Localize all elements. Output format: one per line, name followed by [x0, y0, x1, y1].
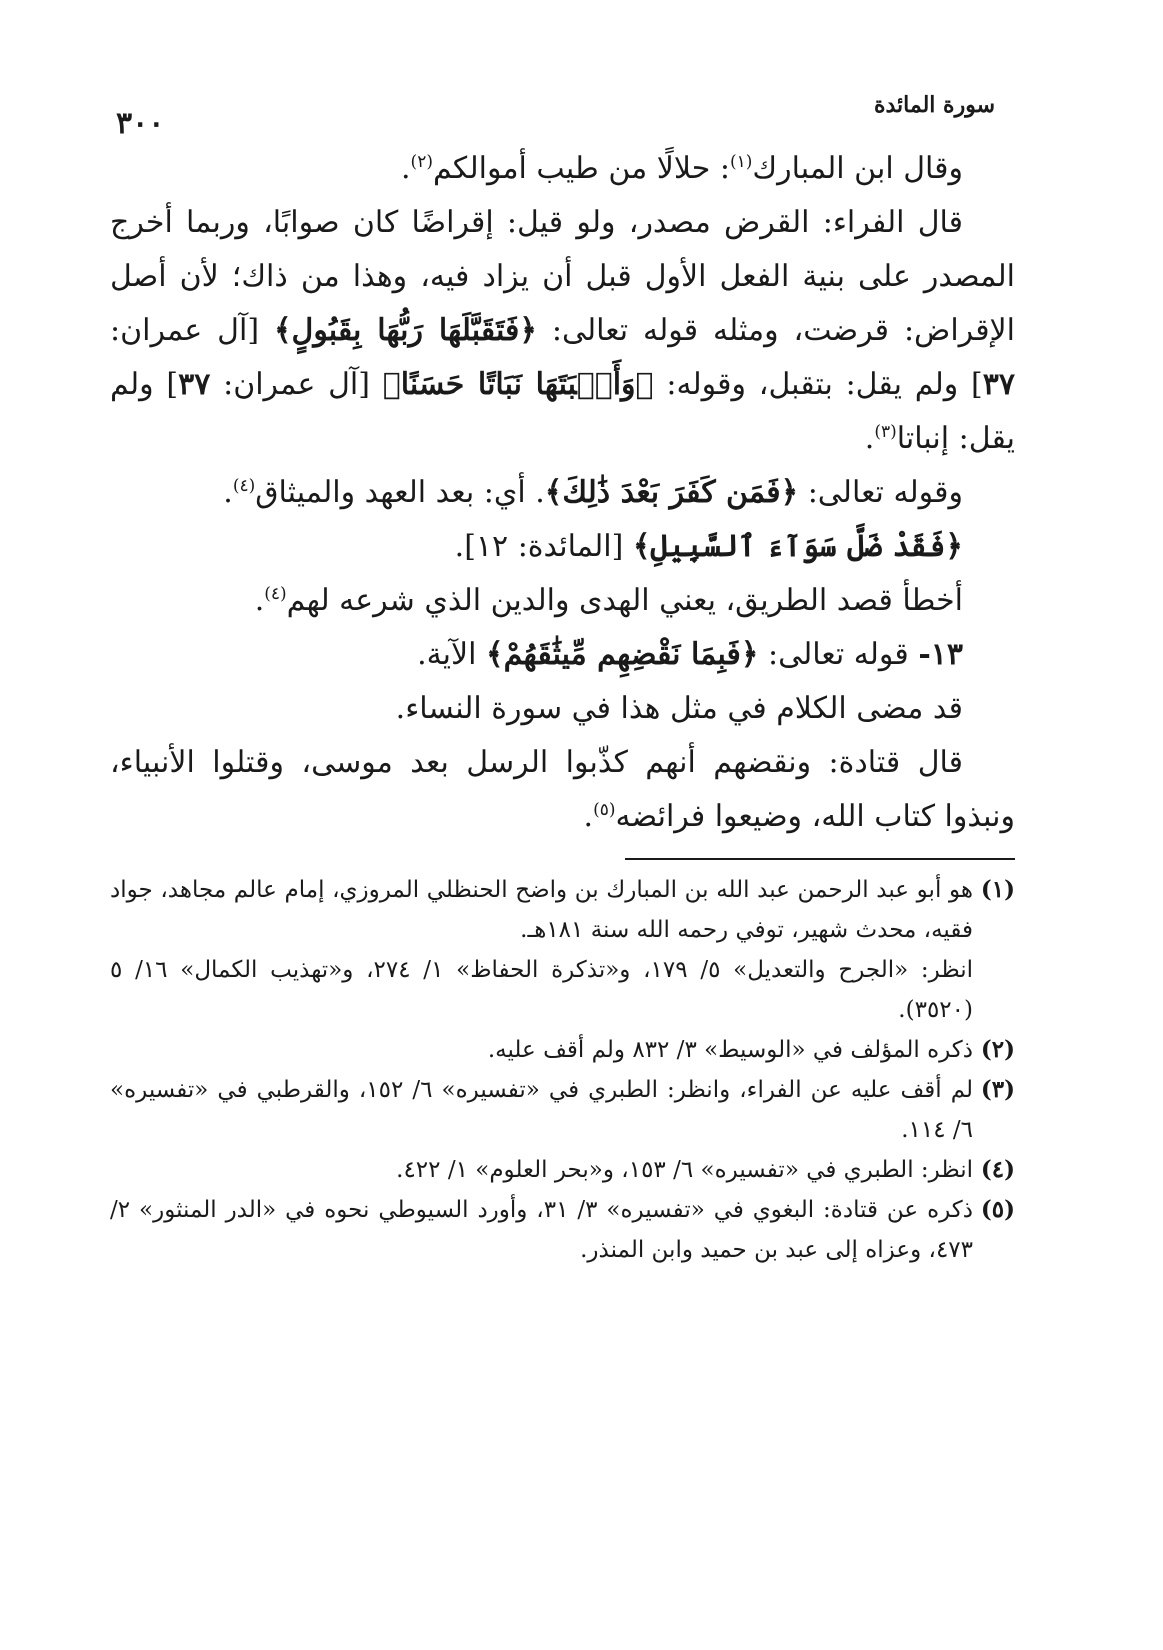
page-header — [110, 80, 1015, 141]
text-run: . — [864, 421, 875, 456]
quran-verse: ﴿وَأَنۢبَتَهَا نَبَاتًا حَسَنًا﴾ — [382, 367, 654, 402]
text-run: ] ولم يقل: إنباتا — [110, 367, 1015, 456]
verse-heading-number: ١٣- — [918, 637, 963, 672]
paragraph-6 — [110, 628, 1015, 682]
footnote-text: انظر: «الجرح والتعديل» ٥/ ١٧٩، و«تذكرة الحفاظ» ١/ ٢٧٤، و«تهذيب الكمال» ١٦/ ٥ (٣٥٢٠). — [110, 957, 974, 1023]
footnote-ref: (١) — [729, 152, 753, 172]
footnote-number: (١) — [980, 876, 1015, 903]
paragraph-1 — [110, 142, 1015, 196]
text-run: . — [583, 799, 594, 834]
footnote-text: ذكره عن قتادة: البغوي في «تفسيره» ٣/ ٣١، وأورد السيوطي نحوه في «الدر المنثور» ٢/ ٤٧٣، وعزاه إلى عبد بن حميد وابن المنذر. — [110, 1197, 974, 1263]
text-run: قد مضى الكلام في مثل هذا في سورة النساء. — [395, 691, 963, 726]
footnote-number: (٥) — [980, 1196, 1015, 1223]
text-run: أخطأ قصد الطريق، يعني الهدى والدين الذي شرعه لهم — [286, 583, 963, 618]
text-run: وقوله تعالى: — [798, 475, 963, 510]
footnote-text: انظر: الطبري في «تفسيره» ٦/ ١٥٣، و«بحر العلوم» ١/ ٤٢٢. — [396, 1157, 973, 1183]
paragraph-5 — [110, 574, 1015, 628]
page-number: ٣٠٠ — [116, 106, 165, 141]
footnote-ref: (٣) — [874, 422, 897, 442]
footnote-text: هو أبو عبد الرحمن عبد الله بن المبارك بن واضح الحنظلي المروزي، إمام عالم مجاهد، جواد فقيه، محدث شهير، توفي رحمه الله سنة ١٨١هـ. — [110, 877, 973, 943]
text-run: : حلالًا من طيب أموالكم — [432, 151, 730, 186]
footnote-number: (٢) — [980, 1036, 1015, 1063]
footnote-5 — [110, 1190, 1015, 1270]
quran-verse: ﴿فَبِمَا نَقْضِهِم مِّيثَٰقَهُمْ﴾ — [486, 637, 759, 672]
paragraph-8 — [110, 736, 1015, 844]
text-run: وقال ابن المبارك — [752, 151, 963, 186]
verse-number: ٣٧ — [178, 367, 211, 402]
footnote-4 — [110, 1150, 1015, 1190]
quran-verse: ﴿فَمَن كَفَرَ بَعْدَ ذَٰلِكَ﴾ — [544, 475, 799, 510]
text-run: ] ولم يقل: بتقبل، وقوله: — [653, 367, 983, 402]
quran-verse: ﴿فَتَقَبَّلَهَا رَبُّهَا بِقَبُولٍ﴾ — [273, 313, 537, 348]
footnote-text: ذكره المؤلف في «الوسيط» ٣/ ٨٣٢ ولم أقف عليه. — [487, 1037, 973, 1063]
main-text — [110, 142, 1015, 844]
text-run: قوله تعالى: — [758, 637, 919, 672]
footnote-ref: (٢) — [410, 152, 433, 172]
text-run: . — [401, 151, 411, 186]
footnote-ref: (٤) — [232, 476, 256, 496]
paragraph-4 — [110, 520, 1015, 574]
text-run: . — [254, 583, 265, 618]
verse-number: ٣٧ — [982, 367, 1015, 402]
text-run: قال الفراء: القرض مصدر، ولو قيل: إقراضًا كان صوابًا، وربما أخرج المصدر على بنية الفعل الأول قبل أن يزاد فيه، وهذا من ذاك؛ لأن أصل الإقراض: قرضت، ومثله قوله تعالى: — [110, 205, 1015, 348]
footnote-divider — [625, 858, 1015, 860]
text-run: [آل عمران: — [110, 313, 274, 348]
paragraph-2 — [110, 196, 1015, 466]
book-page — [110, 80, 1015, 1580]
footnote-text: لم أقف عليه عن الفراء، وانظر: الطبري في «تفسيره» ٦/ ١٥٢، والقرطبي في «تفسيره» ٦/ ١١٤. — [110, 1077, 974, 1143]
footnote-ref: (٥) — [593, 800, 616, 820]
quran-verse: ﴿فَقَدْ ضَلَّ سَوَآءَ ٱلسَّبِيلِ﴾ — [632, 529, 963, 564]
paragraph-3 — [110, 466, 1015, 520]
footnote-number: (٤) — [980, 1156, 1015, 1183]
footnote-number: (٣) — [980, 1076, 1015, 1103]
text-run: [آل عمران: — [210, 367, 383, 402]
surah-title: سورة المائدة — [873, 92, 995, 118]
footnote-2 — [110, 1030, 1015, 1070]
footnote-3 — [110, 1070, 1015, 1150]
text-run: [المائدة: ١٢]. — [454, 529, 633, 564]
text-run: الآية. — [417, 637, 487, 672]
footnote-1 — [110, 870, 1015, 1030]
footnotes — [110, 870, 1015, 1270]
footnote-ref: (٤) — [264, 584, 287, 604]
text-run: . أي: بعد العهد والميثاق — [255, 475, 545, 510]
paragraph-7 — [110, 682, 1015, 736]
text-run: قال قتادة: ونقضهم أنهم كذّبوا الرسل بعد موسى، وقتلوا الأنبياء، ونبذوا كتاب الله، وضيعوا فرائضه — [110, 745, 1015, 834]
text-run: . — [223, 475, 233, 510]
